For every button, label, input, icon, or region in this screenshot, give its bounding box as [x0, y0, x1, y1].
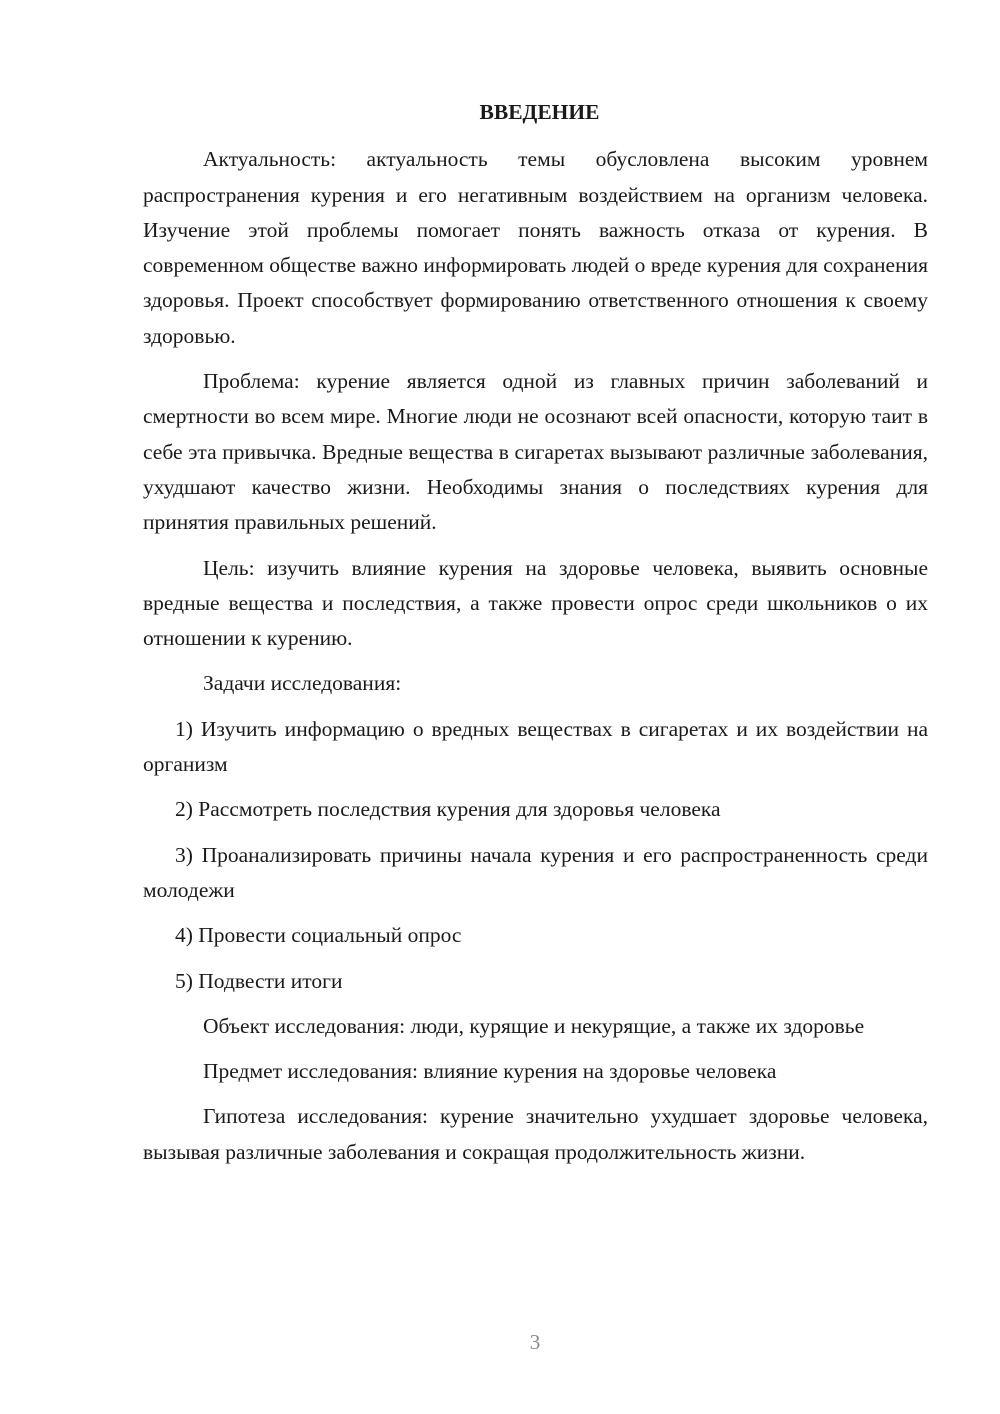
paragraph-object: Объект исследования: люди, курящие и некурящие, а также их здоровье — [203, 1013, 865, 1038]
paragraph-hypothesis: Гипотеза исследования: курение значительно ухудшает здоровье человека, вызывая различные заболевания и сокращая продолжительность жизни. — [143, 1104, 928, 1164]
paragraph-subject: Предмет исследования: влияние курения на здоровье человека — [203, 1059, 777, 1084]
task-item-2: 2) Рассмотреть последствия курения для здоровья человека — [175, 797, 721, 822]
task-item-3: 3) Проанализировать причины начала курения и его распространенность среди молодежи — [143, 842, 928, 902]
task-item-4: 4) Провести социальный опрос — [175, 923, 462, 948]
task-item-1: 1) Изучить информацию о вредных веществах в сигаретах и их воздействии на организм — [143, 716, 928, 777]
paragraph-problem: Проблема: курение является одной из главных причин заболеваний и смертности во всем мире. Многие люди не осознают всей опасности, которую таит в себе эта привычка. Вредные вещества в сигаретах вызывают различные заболевания, ухудшают качество жизни. Необходимы знания о последствиях курения для принятия правильных решений. — [143, 369, 928, 535]
paragraph-goal: Цель: изучить влияние курения на здоровье человека, выявить основные вредные вещества и последствия, а также провести опрос среди школьников о их отношении к курению. — [143, 555, 928, 651]
task-item-5: 5) Подвести итоги — [175, 968, 343, 993]
tasks-heading: Задачи исследования: — [203, 671, 402, 696]
paragraph-relevance: Актуальность: актуальность темы обусловлена высоким уровнем распространения курения и его негативным воздействием на организм человека. Изучение этой проблемы помогает понять важность отказа от курения. В современном обществе важно информировать людей о вреде курения для сохранения здоровья. Проект способствует формированию ответственного отношения к своему здоровью. — [143, 147, 928, 348]
document-page — [143, 95, 928, 1180]
page-number: 3 — [529, 1330, 541, 1354]
page-title: ВВЕДЕНИЕ — [479, 100, 600, 124]
